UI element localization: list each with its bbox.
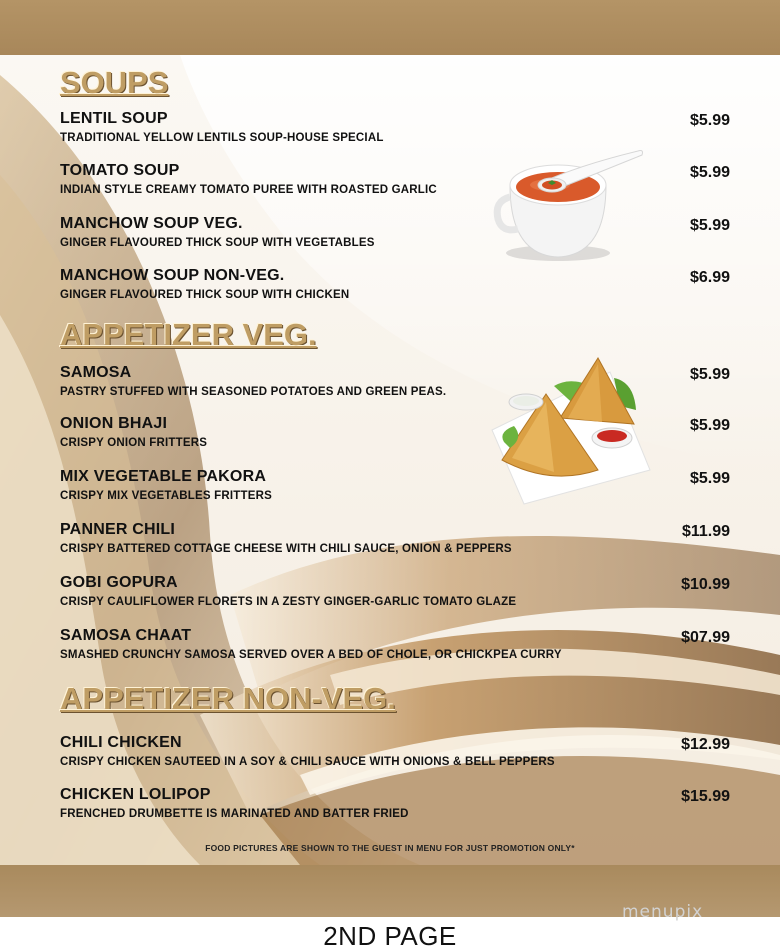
item-name: TOMATO SOUP [60, 162, 180, 179]
item-price: $5.99 [689, 417, 730, 434]
item-price: $5.99 [689, 112, 730, 129]
item-description: PASTRY STUFFED WITH SEASONED POTATOES AND GREEN PEAS. [60, 386, 447, 398]
item-price: $12.99 [681, 736, 730, 753]
watermark: menupix [622, 902, 704, 922]
item-name: SAMOSA [60, 364, 132, 381]
item-description: CRISPY ONION FRITTERS [60, 437, 208, 449]
item-price: $15.99 [681, 788, 730, 805]
item-name: ONION BHAJI [60, 415, 168, 432]
item-description: SMASHED CRUNCHY SAMOSA SERVED OVER A BED OF CHOLE, OR CHICKPEA CURRY [60, 649, 562, 661]
item-price: $5.99 [689, 217, 730, 234]
item-price: $11.99 [681, 523, 730, 540]
item-description: CRISPY CAULIFLOWER FLORETS IN A ZESTY GINGER-GARLIC TOMATO GLAZE [60, 596, 517, 608]
page-label: 2ND PAGE [323, 921, 457, 951]
menu-item-chicken-lolipop [60, 786, 730, 830]
item-description: INDIAN STYLE CREAMY TOMATO PUREE WITH ROASTED GARLIC [60, 184, 437, 196]
tomato-soup-cup-image [488, 145, 648, 265]
item-description: CRISPY BATTERED COTTAGE CHEESE WITH CHILI SAUCE, ONION & PEPPERS [60, 543, 512, 555]
menu-item-panner-chili [60, 521, 730, 565]
item-description: FRENCHED DRUMBETTE IS MARINATED AND BATTER FRIED [60, 808, 409, 820]
item-price: $5.99 [689, 164, 730, 181]
item-price: $07.99 [681, 629, 730, 646]
promotion-note: FOOD PICTURES ARE SHOWN TO THE GUEST IN MENU FOR JUST PROMOTION ONLY* [205, 843, 575, 853]
menu-item-manchow-soup-non-veg [60, 267, 730, 311]
item-name: LENTIL SOUP [60, 110, 168, 127]
item-name: MIX VEGETABLE PAKORA [60, 468, 267, 485]
item-description: TRADITIONAL YELLOW LENTILS SOUP-HOUSE SPECIAL [60, 132, 384, 144]
menu-item-gobi-gopura [60, 574, 730, 618]
item-description: GINGER FLAVOURED THICK SOUP WITH VEGETABLES [60, 237, 375, 249]
item-price: $6.99 [689, 269, 730, 286]
item-name: MANCHOW SOUP NON-VEG. [60, 267, 285, 284]
item-description: GINGER FLAVOURED THICK SOUP WITH CHICKEN [60, 289, 350, 301]
top-band [0, 0, 780, 55]
item-description: CRISPY CHICKEN SAUTEED IN A SOY & CHILI SAUCE WITH ONIONS & BELL PEPPERS [60, 756, 555, 768]
section-title-appetizer-non-veg: APPETIZER NON-VEG. [60, 681, 396, 716]
section-title-appetizer-veg: APPETIZER VEG. [60, 317, 317, 352]
menu-item-chili-chicken [60, 734, 730, 778]
item-price: $5.99 [689, 366, 730, 383]
section-title-soups: SOUPS [60, 65, 169, 100]
item-price: $5.99 [689, 470, 730, 487]
item-name: CHICKEN LOLIPOP [60, 786, 211, 803]
item-name: SAMOSA CHAAT [60, 627, 192, 644]
item-name: CHILI CHICKEN [60, 734, 182, 751]
item-name: MANCHOW SOUP VEG. [60, 215, 243, 232]
item-description: CRISPY MIX VEGETABLES FRITTERS [60, 490, 272, 502]
menu-item-samosa-chaat [60, 627, 730, 671]
item-name: PANNER CHILI [60, 521, 175, 538]
samosa-plate-image [484, 352, 656, 510]
item-name: GOBI GOPURA [60, 574, 178, 591]
item-price: $10.99 [681, 576, 730, 593]
